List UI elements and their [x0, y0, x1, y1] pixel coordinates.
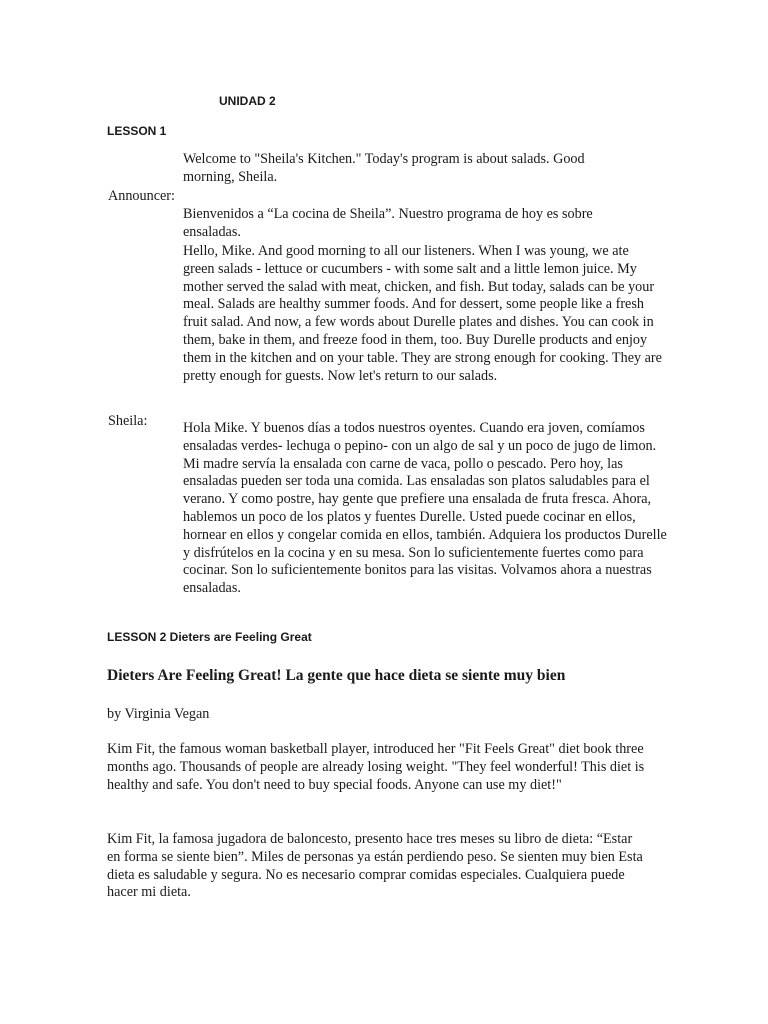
sheila-line-spanish	[183, 420, 668, 598]
sheila-speaker-label: Sheila:	[108, 413, 148, 429]
announcer-speaker-label: Announcer:	[108, 188, 175, 204]
announcer-english-text: Welcome to "Sheila's Kitchen." Today's program is about salads. Good morning, Sheila.	[183, 151, 585, 185]
sheila-spanish-text: Hola Mike. Y buenos días a todos nuestros oyentes. Cuando era joven, comíamos ensaladas verdes- lechuga o pepino- con un algo de sal y un poco de jugo de limon. Mi madre servía la ensalada con carne de vaca, pollo o pescado. Pero hoy, las ensaladas pueden ser toda una comida. Las ensaladas son platos saludables para el verano. Y como postre, hay gente que prefiere una ensalada de fruta fresca. Ahora, hablemos un poco de los platos y fuentes Durelle. Usted puede cocinar en ellos, hornear en ellos y congelar comida en ellos, también. Adquiera los productos Durelle y disfrútelos en la cocina y en su mesa. Son lo suficientemente fuertes como para cocinar. Son lo suficientemente bonitos para las visitas. Volvamos ahora a nuestras ensaladas.	[183, 420, 667, 597]
announcer-line-spanish	[183, 206, 643, 242]
article-title: Dieters Are Feeling Great! La gente que hace dieta se siente muy bien	[107, 667, 566, 684]
lesson2-heading: LESSON 2 Dieters are Feeling Great	[107, 630, 312, 644]
article-paragraph-spanish	[107, 831, 647, 902]
unit-title: UNIDAD 2	[219, 94, 276, 108]
sheila-english-text: Hello, Mike. And good morning to all our listeners. When I was young, we ate green salads - lettuce or cucumbers - with some salt and a little lemon juice. My mother served the salad with meat, chicken, and fish. But today, salads can be your meal. Salads are healthy summer foods. And for dessert, some people like a fresh fruit salad. And now, a few words about Durelle plates and dishes. You can cook in them, bake in them, and freeze food in them, too. Buy Durelle products and enjoy them in the kitchen and on your table. They are strong enough for cooking. They are pretty enough for guests. Now let's return to our salads.	[183, 243, 662, 384]
announcer-spanish-text: Bienvenidos a “La cocina de Sheila”. Nuestro programa de hoy es sobre ensaladas.	[183, 206, 593, 240]
article-byline: by Virginia Vegan	[107, 706, 210, 722]
announcer-line-english	[183, 151, 623, 187]
article-english-text: Kim Fit, the famous woman basketball player, introduced her "Fit Feels Great" diet book three months ago. Thousands of people are already losing weight. "They feel wonderful! This diet is healthy and safe. You don't need to buy special foods. Anyone can use my diet!"	[107, 741, 645, 793]
article-paragraph-english	[107, 741, 647, 794]
article-spanish-text: Kim Fit, la famosa jugadora de baloncesto, presento hace tres meses su libro de dieta: “Estar en forma se siente bien”. Miles de personas ya están perdiendo peso. Se sienten muy bien Esta dieta es saludable y segura. No es necesario comprar comidas especiales. Cualquiera puede hacer mi dieta.	[107, 831, 643, 901]
lesson1-heading: LESSON 1	[107, 124, 167, 138]
sheila-line-english	[183, 243, 663, 385]
